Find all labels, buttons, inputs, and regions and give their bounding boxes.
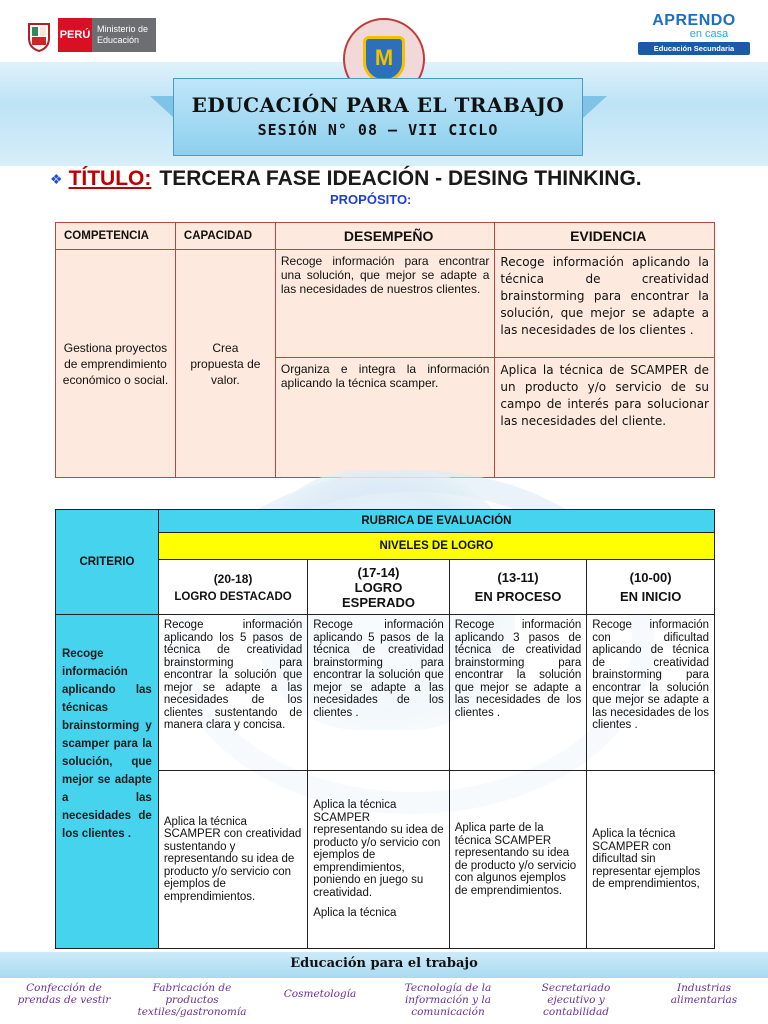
specialty-item: Cosmetología	[283, 988, 357, 1000]
aprendo-band: Educación Secundaria	[638, 42, 750, 55]
session-subtitle: SESIÓN N° 08 – VII CICLO	[257, 121, 499, 139]
ministry-label: Ministerio de Educación	[92, 18, 156, 52]
rubric-table	[55, 509, 715, 949]
capacidad-cell: Crea propuesta de valor.	[175, 250, 275, 478]
level-inicio	[587, 560, 715, 615]
emblem-shield-icon: M	[363, 36, 405, 82]
header-evidencia: EVIDENCIA	[495, 223, 715, 250]
header-desempeno: DESEMPEÑO	[275, 223, 495, 250]
bullet-arrow-icon: ❖	[50, 170, 63, 187]
aprendo-title: APRENDO	[652, 12, 736, 29]
specialty-item: Confección de prendas de vestir	[17, 982, 111, 1006]
ribbon-tail-right	[583, 96, 607, 118]
level-range: (20-18)	[213, 571, 253, 586]
level-destacado	[158, 560, 307, 615]
rubric-cell-r1-destacado: Recoge información aplicando los 5 pasos de técnica de creatividad brainstorming para encontrar la solución que mejor se adapte a las necesidades de los clientes sustentando de manera clara y concisa.	[158, 615, 307, 771]
competencia-cell: Gestiona proyectos de emprendimiento económico o social.	[56, 250, 176, 478]
proposito-label: PROPÓSITO:	[330, 192, 412, 207]
course-title: EDUCACIÓN PARA EL TRABAJO	[191, 93, 565, 117]
title-text: TERCERA FASE IDEACIÓN - DESING THINKING.	[159, 167, 642, 190]
title-label: TÍTULO:	[68, 167, 152, 190]
level-range: (10-00)	[629, 570, 672, 585]
desempeno-cell-2: Organiza e integra la información aplicando la técnica scamper.	[275, 358, 495, 478]
rubric-cell-r2-proceso: Aplica parte de la técnica SCAMPER representando su idea de producto y/o servicio con algunos ejemplos de emprendimientos.	[449, 771, 587, 949]
level-esperado	[308, 560, 450, 615]
niveles-header: NIVELES DE LOGRO	[158, 533, 714, 560]
header-competencia: COMPETENCIA	[56, 223, 176, 250]
level-name: EN PROCESO	[474, 589, 562, 604]
aprendo-subtitle: en casa	[689, 28, 729, 40]
level-range: (13-11)	[497, 570, 539, 585]
criterio-header: CRITERIO	[56, 510, 159, 615]
rubric-cell-r2-inicio: Aplica la técnica SCAMPER con dificultad sin representar ejemplos de emprendimientos,	[587, 771, 715, 949]
level-name: EN INICIO	[619, 589, 682, 604]
rubric-title: RUBRICA DE EVALUACIÓN	[158, 510, 714, 533]
level-name: LOGRO DESTACADO	[174, 590, 292, 603]
level-proceso	[449, 560, 587, 615]
specialty-item: Fabricación de productos textiles/gastronomía	[137, 982, 247, 1018]
desempeno-cell-1: Recoge información para encontrar una solución, que mejor se adapte a las necesidades de nuestros clientes.	[275, 250, 495, 358]
header-capacidad: CAPACIDAD	[175, 223, 275, 250]
competencia-table	[55, 222, 715, 478]
rubric-cell-r2-esperado-text: Aplica la técnica SCAMPER representando su idea de producto y/o servicio con ejemplos de emprendimientos, poniendo en juego su creatividad.	[313, 799, 444, 899]
ribbon-tail-left	[150, 96, 174, 118]
evidencia-cell-2: Aplica la técnica de SCAMPER de un producto y/o servicio de su campo de interés para solucionar las necesidades del cliente.	[495, 358, 715, 478]
aprendo-en-casa-logo	[638, 12, 750, 56]
rubric-cell-r2-esperado-extra: Aplica la técnica	[313, 907, 397, 920]
title-ribbon	[173, 78, 583, 156]
session-title-row	[50, 166, 642, 192]
specialty-item: Tecnología de la información y la comunicación	[404, 982, 492, 1018]
rubric-cell-r2-destacado: Aplica la técnica SCAMPER con creatividad sustentando y representando su idea de producto y/o servicio con ejemplos de emprendimientos.	[158, 771, 307, 949]
peru-coat-of-arms-icon	[24, 20, 54, 52]
level-name: LOGRO ESPERADO	[342, 579, 415, 610]
specialty-item: Industrias alimentarias	[670, 982, 738, 1006]
rubric-cell-r1-esperado: Recoge información aplicando 5 pasos de la técnica de creatividad brainstorming para encontrar la solución que mejor se adapte a las necesidades de los clientes .	[308, 615, 450, 771]
level-range: (17-14)	[357, 564, 400, 580]
rubric-cell-r2-esperado	[308, 771, 450, 949]
rubric-cell-r1-inicio: Recoge información con dificultad aplicando de técnica de creatividad brainstorming para encontrar la solución que mejor se adapte a las necesidades de los clientes .	[587, 615, 715, 771]
footer-specialties	[0, 982, 768, 1018]
minedu-logo	[58, 18, 156, 52]
rubric-cell-r1-proceso: Recoge información aplicando 3 pasos de técnica de creatividad brainstorming para encontrar la solución que mejor se adapte a las necesidades de los clientes .	[449, 615, 587, 771]
footer-title: Educación para el trabajo	[290, 956, 478, 971]
peru-label: PERÚ	[58, 18, 92, 52]
criterio-cell: Recoge información aplicando las técnicas brainstorming y scamper para la solución, que mejor se adapte a las necesidades de los clientes .	[56, 615, 159, 949]
specialty-item: Secretariado ejecutivo y contabilidad	[541, 982, 611, 1018]
evidencia-cell-1: Recoge información aplicando la técnica de creatividad brainstorming para encontrar la solución, que mejor se adapte a las necesidades de los clientes .	[495, 250, 715, 358]
